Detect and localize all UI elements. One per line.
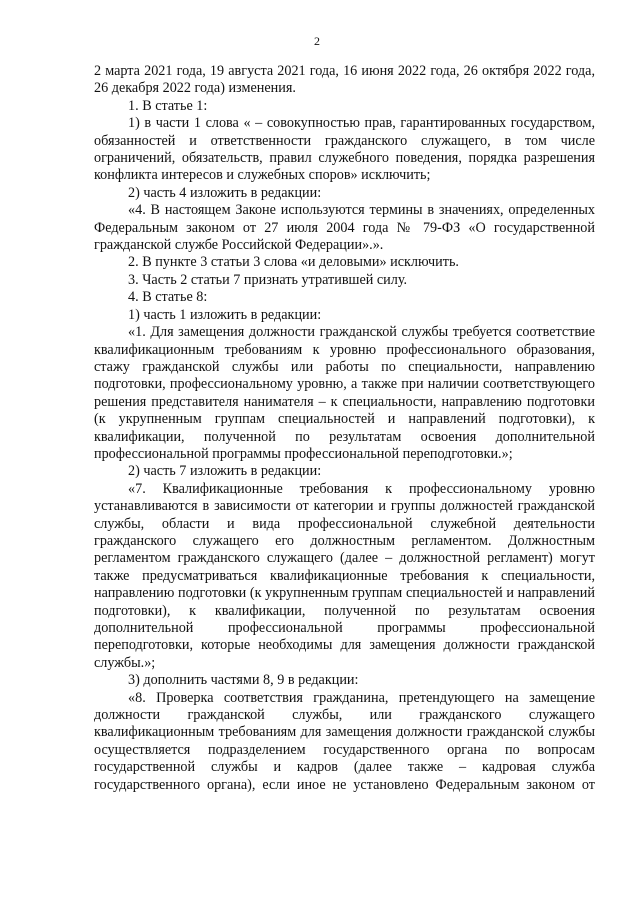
paragraph: 2 марта 2021 года, 19 августа 2021 года, 16 июня 2022 года, 26 октября 2022 года, 26 декабря 2022 года) изменения. <box>94 63 595 97</box>
paragraph: «7. Квалификационные требования к профессиональному уровню устанавливаются в зависимости от категории и группы должностей гражданской службы, области и вида профессиональной служебной деятельности гражданского служащего его должностным регламентом. Должностным регламентом гражданского служащего (далее – должностной регламент) могут также предусматриваться квалификационные требования к специальности, направлению подготовки (к укрупненным группам специальностей и направлений подготовки), к квалификации, полученной по результатам освоения дополнительной профессиональной программы профессиональной переподготовки, которые необходимы для замещения должности гражданской службы.»; <box>94 480 595 671</box>
paragraph: 1) часть 1 изложить в редакции: <box>128 306 322 323</box>
paragraph: 3. Часть 2 статьи 7 признать утратившей силу. <box>128 271 408 288</box>
page-number: 2 <box>314 34 320 48</box>
paragraph: 1) в части 1 слова « – совокупностью прав, гарантированных государством, обязанностей и ответственности гражданского служащего, в том числе ограничений, обязательств, правил служебного поведения, порядка разрешения конфликта интересов и служебных споров» исключить; <box>94 115 595 184</box>
document-body <box>94 63 595 794</box>
paragraph: 3) дополнить частями 8, 9 в редакции: <box>128 672 359 689</box>
paragraph: 2. В пункте 3 статьи 3 слова «и деловыми» исключить. <box>128 254 459 271</box>
paragraph: 1. В статье 1: <box>128 97 208 114</box>
paragraph: 2) часть 7 изложить в редакции: <box>128 463 322 480</box>
paragraph: «8. Проверка соответствия гражданина, претендующего на замещение должности гражданской службы, или гражданского служащего квалификационным требованиям для замещения должности гражданской службы осуществляется подразделением государственного органа по вопросам государственной службы и кадров (далее также – кадровая служба государственного органа), если иное не установлено Федеральным законом от <box>94 689 595 793</box>
paragraph: 2) часть 4 изложить в редакции: <box>128 184 322 201</box>
paragraph: «4. В настоящем Законе используются термины в значениях, определенных Федеральным законом от 27 июля 2004 года № 79-ФЗ «О государственной гражданской службе Российской Федерации».». <box>94 202 595 254</box>
paragraph: «1. Для замещения должности гражданской службы требуется соответствие квалификационным требованиям к уровню профессионального образования, стажу гражданской службы или работы по специальности, направлению подготовки, профессиональному уровню, а также при наличии соответствующего решения представителя нанимателя – к специальности, направлению подготовки (к укрупненным группам специальностей и направлений подготовки), к квалификации, полученной по результатам освоения дополнительной профессиональной программы профессиональной переподготовки.»; <box>94 324 595 462</box>
paragraph: 4. В статье 8: <box>128 289 208 306</box>
